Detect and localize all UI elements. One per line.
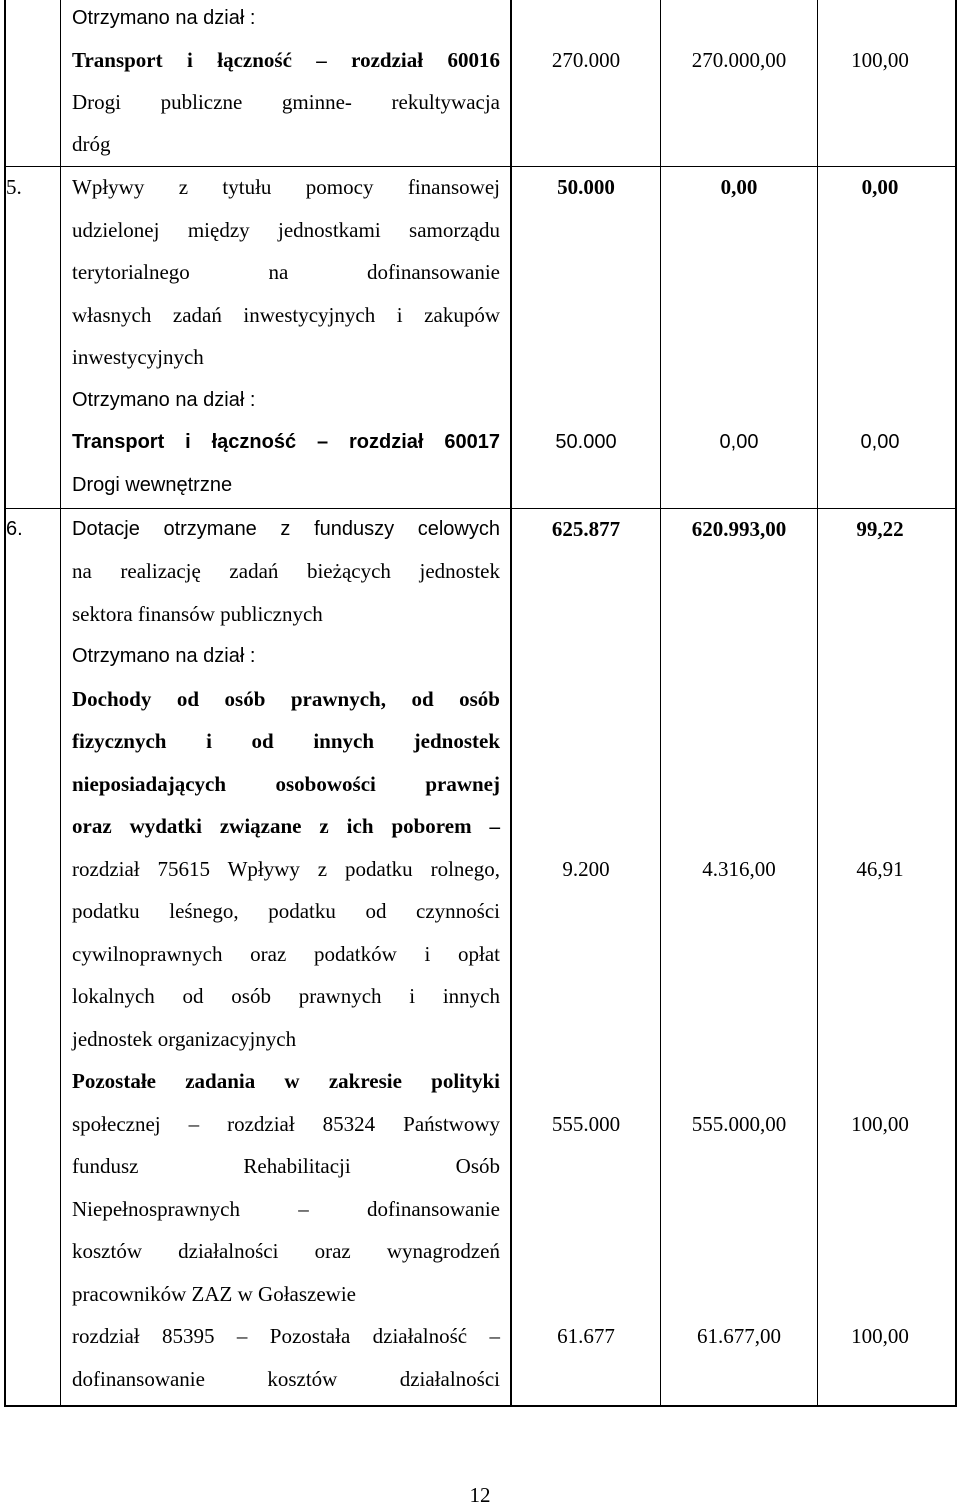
row-description-line: dróg (72, 132, 111, 156)
row-description-line: na realizację zadań bieżących jednostek (72, 559, 500, 583)
plan-value: 50.000 (555, 431, 617, 453)
row-description-line: podatku leśnego, podatku od czynności (72, 899, 500, 923)
percent-value: 100,00 (851, 1324, 909, 1348)
column-divider-plan (660, 0, 661, 1407)
row-description-line: cywilnoprawnych oraz podatków i opłat (72, 942, 500, 966)
percent-value: 46,91 (856, 857, 904, 881)
column-divider-execution (817, 0, 818, 1407)
row-description-line: rozdział 85395 – Pozostała działalność – (72, 1324, 500, 1348)
column-divider-number (60, 0, 61, 1407)
row-description-line: pracowników ZAZ w Gołaszewie (72, 1282, 356, 1306)
row-description-line: Wpływy z tytułu pomocy finansowej (72, 175, 500, 199)
column-divider-description (510, 0, 512, 1407)
received-for-division-label: Otrzymano na dział : (72, 645, 256, 667)
plan-value: 9.200 (562, 857, 610, 881)
division-name: oraz wydatki związane z ich poborem – (72, 814, 500, 838)
table-border-left (4, 0, 6, 1407)
division-name: Transport i łączność – rozdział 60016 (72, 48, 500, 72)
table-border-right (955, 0, 957, 1407)
percent-value: 100,00 (851, 48, 909, 72)
execution-value: 270.000,00 (691, 48, 787, 72)
percent-value: 100,00 (851, 1112, 909, 1136)
plan-value: 270.000 (551, 48, 621, 72)
page-number: 12 (469, 1483, 491, 1507)
row-description-line: dofinansowanie kosztów działalności (72, 1367, 500, 1391)
plan-value: 61.677 (557, 1324, 615, 1348)
percent-total: 0,00 (861, 175, 899, 199)
execution-value: 555.000,00 (691, 1112, 787, 1136)
execution-total: 620.993,00 (691, 517, 787, 541)
received-for-division-label: Otrzymano na dział : (72, 389, 256, 411)
division-name: Pozostałe zadania w zakresie polityki (72, 1069, 500, 1093)
row-description-line: Drogi wewnętrzne (72, 474, 233, 496)
row-description-line: Dotacje otrzymane z funduszy celowych (72, 518, 500, 540)
execution-total: 0,00 (720, 175, 758, 199)
table-border-bottom (4, 1405, 957, 1407)
row-description-line: udzielonej między jednostkami samorządu (72, 218, 500, 242)
row-number: 6. (6, 518, 23, 540)
row-description-line: rozdział 75615 Wpływy z podatku rolnego, (72, 857, 500, 881)
execution-value: 0,00 (719, 431, 759, 453)
row-description-line: kosztów działalności oraz wynagrodzeń (72, 1239, 500, 1263)
plan-total: 50.000 (557, 175, 615, 199)
row-description-line: społecznej – rozdział 85324 Państwowy (72, 1112, 500, 1136)
row-number: 5. (6, 175, 22, 199)
plan-value: 555.000 (551, 1112, 621, 1136)
row-description-line: Niepełnosprawnych – dofinansowanie (72, 1197, 500, 1221)
row-description-line: inwestycyjnych (72, 345, 204, 369)
percent-value: 0,00 (860, 431, 900, 453)
division-name: fizycznych i od innych jednostek (72, 729, 500, 753)
plan-total: 625.877 (551, 517, 621, 541)
execution-value: 61.677,00 (697, 1324, 781, 1348)
division-name: Dochody od osób prawnych, od osób (72, 687, 500, 711)
division-name: Transport i łączność – rozdział 60017 (72, 431, 500, 453)
row-description-line: terytorialnego na dofinansowanie (72, 260, 500, 284)
row-description-line: fundusz Rehabilitacji Osób (72, 1154, 500, 1178)
received-for-division-label: Otrzymano na dział : (72, 7, 256, 29)
execution-value: 4.316,00 (702, 857, 776, 881)
division-name: nieposiadających osobowości prawnej (72, 772, 500, 796)
row-description-line: jednostek organizacyjnych (72, 1027, 297, 1051)
row-description-line (72, 421, 500, 464)
row-description-line: własnych zadań inwestycyjnych i zakupów (72, 303, 500, 327)
row-description-line: sektora finansów publicznych (72, 602, 323, 626)
percent-total: 99,22 (856, 517, 904, 541)
row-description-line: lokalnych od osób prawnych i innych (72, 984, 500, 1008)
row-description-line: Drogi publiczne gminne- rekultywacja (72, 90, 500, 114)
row-description-line (72, 39, 500, 82)
